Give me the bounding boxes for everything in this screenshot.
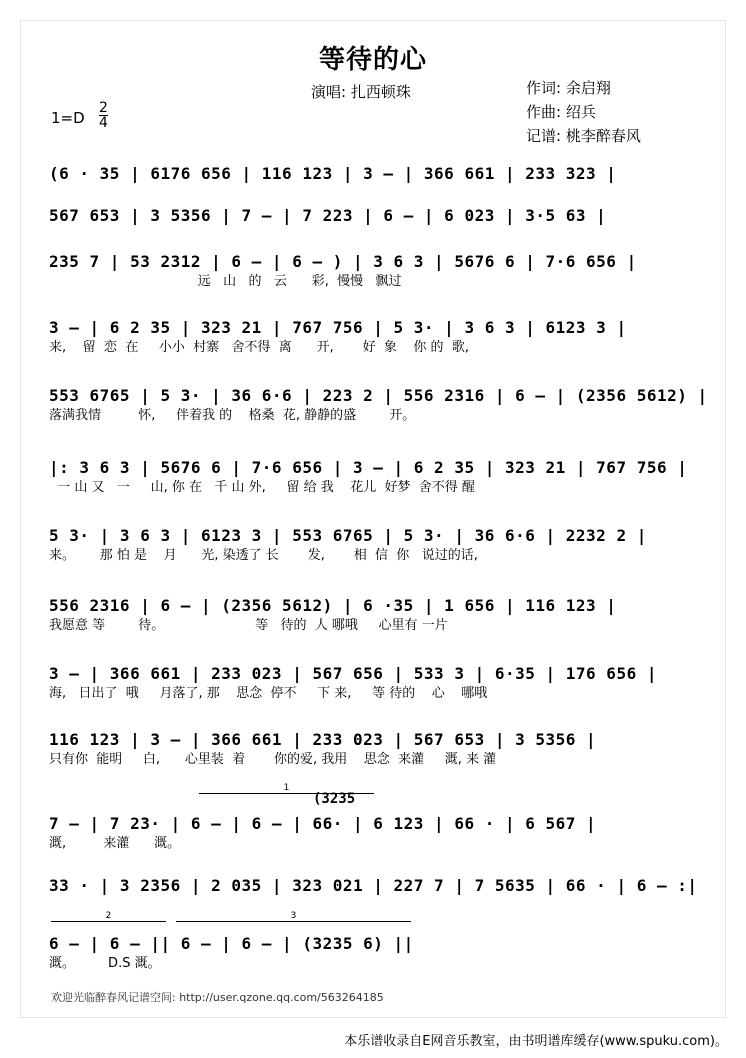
song-title: 等待的心 [318,45,427,75]
notes: 567 653 | 3 5356 | 7 – | 7 223 | 6 – | 6 023 | 3·5 63 | [49,206,607,225]
lyricist-credit: 作词: 余启翔 [526,79,611,97]
notes: 3 – | 6 2 35 | 323 21 | 767 756 | 5 3· | 3 6 3 | 6123 3 | [49,318,627,337]
score-line-3 [49,251,699,291]
lyrics [49,185,699,203]
volta-2-label: 2 [105,911,112,921]
score-line-9 [49,663,699,703]
notes: 7 – | 7 23· | 6 – | 6 – | 66· | 6 123 | 66 · | 6 567 | [49,814,597,833]
score-line-7 [49,525,699,565]
score-line-10 [49,729,699,769]
notes: 6 – | 6 – || 6 – | 6 – | (3235 6) || [49,934,414,953]
volta-3 [176,911,411,922]
lyrics: 我愿意 等 待。 等 待的 人 哪哦 心里有 一片 [49,618,448,633]
notes: 235 7 | 53 2312 | 6 – | 6 – ) | 3 6 3 | 5676 6 | 7·6 656 | [49,252,637,271]
source-note: 本乐谱收录自E网音乐教室，由书明谱库缓存(www.spuku.com)。 [344,1034,728,1049]
notes: 3 – | 366 661 | 233 023 | 567 656 | 533 3 | 6·35 | 176 656 | [49,664,657,683]
footer-note: 欢迎光临醉春风记谱空间: http://user.qzone.qq.com/563264185 [51,991,384,1004]
score-sheet [20,20,726,1018]
lyrics: 只有你 能明 白, 心里装 着 你的爱, 我用 思念 来灌 溉, 来 灌 [49,752,497,767]
time-signature [99,101,108,130]
lyrics [49,227,699,245]
notes: (6 · 35 | 6176 656 | 116 123 | 3 – | 366 661 | 233 323 | [49,164,617,183]
score-line-6 [49,457,699,497]
notes: 116 123 | 3 – | 366 661 | 233 023 | 567 653 | 3 5356 | [49,730,597,749]
score-line-11 [49,813,699,853]
time-bottom: 4 [99,115,108,131]
volta-1-label: 1 [283,783,290,793]
volta-2 [51,911,166,922]
notes: 556 2316 | 6 – | (2356 5612) | 6 ·35 | 1 656 | 116 123 | [49,596,617,615]
notes: 33 · | 3 2356 | 2 035 | 323 021 | 227 7 | 7 5635 | 66 · | 6 – :| [49,876,698,895]
score-line-12 [49,875,699,915]
notes: 5 3· | 3 6 3 | 6123 3 | 553 6765 | 5 3· | 36 6·6 | 2232 2 | [49,526,647,545]
volta-3-label: 3 [290,911,297,921]
key-signature: 1=D [51,109,85,127]
lyrics: 落满我情 怀, 伴着我 的 格桑 花, 静静的盛 开。 [49,408,416,423]
composer-credit: 作曲: 绍兵 [526,103,596,121]
lyrics: 溉, 来灌 溉。 [49,836,181,851]
lyrics: 远 山 的 云 彩, 慢慢 飘过 [49,274,402,289]
lyrics: 海, 日出了 哦 月落了, 那 思念 停不 下 来, 等 待的 心 哪哦 [49,686,488,701]
score-line-1 [49,163,699,203]
notes: |: 3 6 3 | 5676 6 | 7·6 656 | 3 – | 6 2 35 | 323 21 | 767 756 | [49,458,688,477]
score-line-8 [49,595,699,635]
transcriber-credit: 记谱: 桃李醉春风 [526,127,641,145]
lyrics: 来。 那 怕 是 月 光, 染透了 长 发, 相 信 你 说过的话, [49,548,478,563]
score-line-2 [49,205,699,245]
notes: 553 6765 | 5 3· | 36 6·6 | 223 2 | 556 2316 | 6 – | (2356 5612) | [49,386,708,405]
singer-credit: 演唱: 扎西顿珠 [311,83,411,101]
lyrics: 溉。 D.S 溉。 [49,956,161,971]
score-line-4 [49,317,699,357]
score-line-5 [49,385,708,425]
time-top: 2 [99,100,108,116]
lyrics: 来, 留 恋 在 小小 村寨 舍不得 离 开, 好 象 你 的 歌, [49,340,469,355]
score-line-13 [49,933,699,973]
lyrics: 一 山 又 一 山, 你 在 千 山 外, 留 给 我 花儿 好梦 舍不得 醒 [49,480,475,495]
volta-1-paren: (3235 [313,791,356,807]
